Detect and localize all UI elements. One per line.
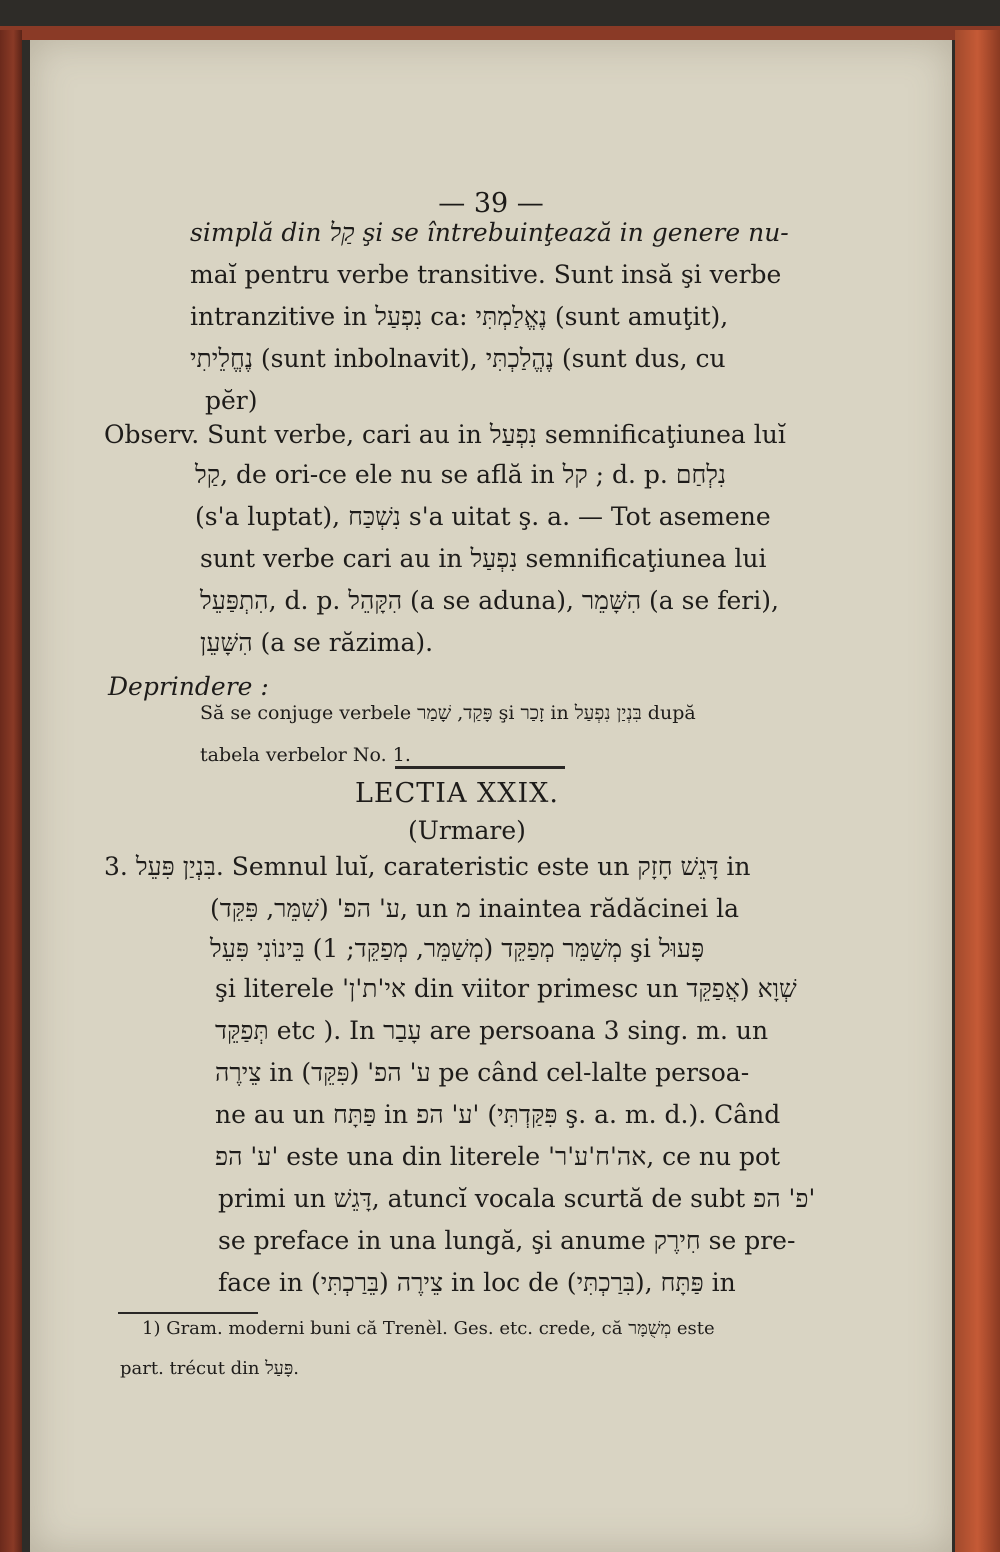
section-rule bbox=[395, 766, 565, 769]
text-line: Să se conjuge verbele פָּקַד, שָׁמַר şi זָכַר in בִּנְיַן נִפְעַל după bbox=[200, 702, 696, 724]
text-line: מְשַׁמֵּר מְפַקֵּד (מְשַׁמֵּר, מְפַקֵּד; 1) בֵּינוֹנִי פִּעֵל şi פָּעוּל bbox=[210, 934, 705, 963]
cover-top-edge bbox=[0, 26, 1000, 40]
page-number: — 39 — bbox=[438, 188, 544, 219]
exercise-heading: Deprindere : bbox=[108, 672, 269, 701]
text-line: simplă din קַל şi se întrebuinţează in genere nu- bbox=[190, 218, 789, 247]
text-line: intranzitive in נִפְעַל ca: נֶאֱלַמְתִּי (sunt amuţit), bbox=[190, 302, 729, 331]
text-line: ע' הפ' este una din literele 'אה'ח'ע'ר, ce nu pot bbox=[215, 1142, 781, 1171]
text-line: נֶחֱלֵיתִי (sunt inbolnavit), נֶהֱלַכְתִּי (sunt dus, cu bbox=[190, 344, 726, 373]
footnote-line: 1) Gram. moderni buni că Trenèl. Ges. etc. crede, că מְשֻׁמָּר este bbox=[142, 1318, 715, 1339]
cover-spine bbox=[0, 30, 22, 1552]
text-line: primi un דָּגֵשׁ, atuncĭ vocala scurtă de subt פ' הפ' bbox=[218, 1184, 816, 1213]
text-line: (s'a luptat), נִשְׁכַּח s'a uitat ş. a. — Tot asemene bbox=[195, 502, 771, 531]
text-line: face in צֵירֶה (בֵּרַכְתִּי) in loc de (בִּרַכְתִּי), פַּתָּח in bbox=[218, 1268, 736, 1297]
text-line: pĕr) bbox=[205, 386, 258, 415]
text-line: ne au un פַּתָּח in ע' הפ' (פִּקַּדְתִּי ş. a. m. d.). Când bbox=[215, 1100, 781, 1129]
text-line: הִתְפַּעֵל, d. p. הִקָּהֵל (a se aduna), הִשָּׁמֵר (a se feri), bbox=[200, 586, 779, 615]
text-line: maĭ pentru verbe transitive. Sunt insă şi verbe bbox=[190, 260, 782, 289]
text-line: şi literele 'אי'ת'ן din viitor primesc un שְׁוָא (אֲפַקֵּד bbox=[215, 974, 797, 1003]
text-line: se preface in una lungă, şi anume חִירֶק se pre- bbox=[218, 1226, 796, 1255]
text-line: צֵירֶה in ע' הפ' (פִּקֵּד) pe când cel-lalte persoa- bbox=[215, 1058, 750, 1087]
text-line: ע' הפ' (שִׁמֵּר, פִּקֵּד), un מ inaintea rădăcinei la bbox=[210, 894, 740, 923]
lesson-subtitle: (Urmare) bbox=[408, 816, 526, 845]
lesson-title: LECTIA XXIX. bbox=[355, 778, 559, 809]
text-line: sunt verbe cari au in נִפְעַל semnificaţiunea lui bbox=[200, 544, 767, 573]
book-page bbox=[30, 40, 952, 1552]
text-line: 3. בִּנְיַן פִּעֵל. Semnul luĭ, carateristic este un דָּגֵשׁ חָזָק in bbox=[104, 852, 751, 881]
text-line: Observ. Sunt verbe, cari au in נִפְעַל semnificaţiunea luĭ bbox=[104, 420, 786, 449]
text-line: tabela verbelor No. 1. bbox=[200, 744, 411, 766]
footnote-line: part. trécut din פָּעַל. bbox=[120, 1358, 300, 1379]
text-line: הִשָּׁעֵן (a se răzima). bbox=[200, 628, 434, 657]
cover-right-edge bbox=[955, 30, 1000, 1552]
text-line: תְּפַקֵּד etc ). In עָבַר are persoana 3 sing. m. un bbox=[215, 1016, 769, 1045]
text-line: קַל, de ori-ce ele nu se află in קל ; d. p. נִלְחַם bbox=[195, 460, 727, 489]
footnote-rule bbox=[118, 1312, 258, 1314]
